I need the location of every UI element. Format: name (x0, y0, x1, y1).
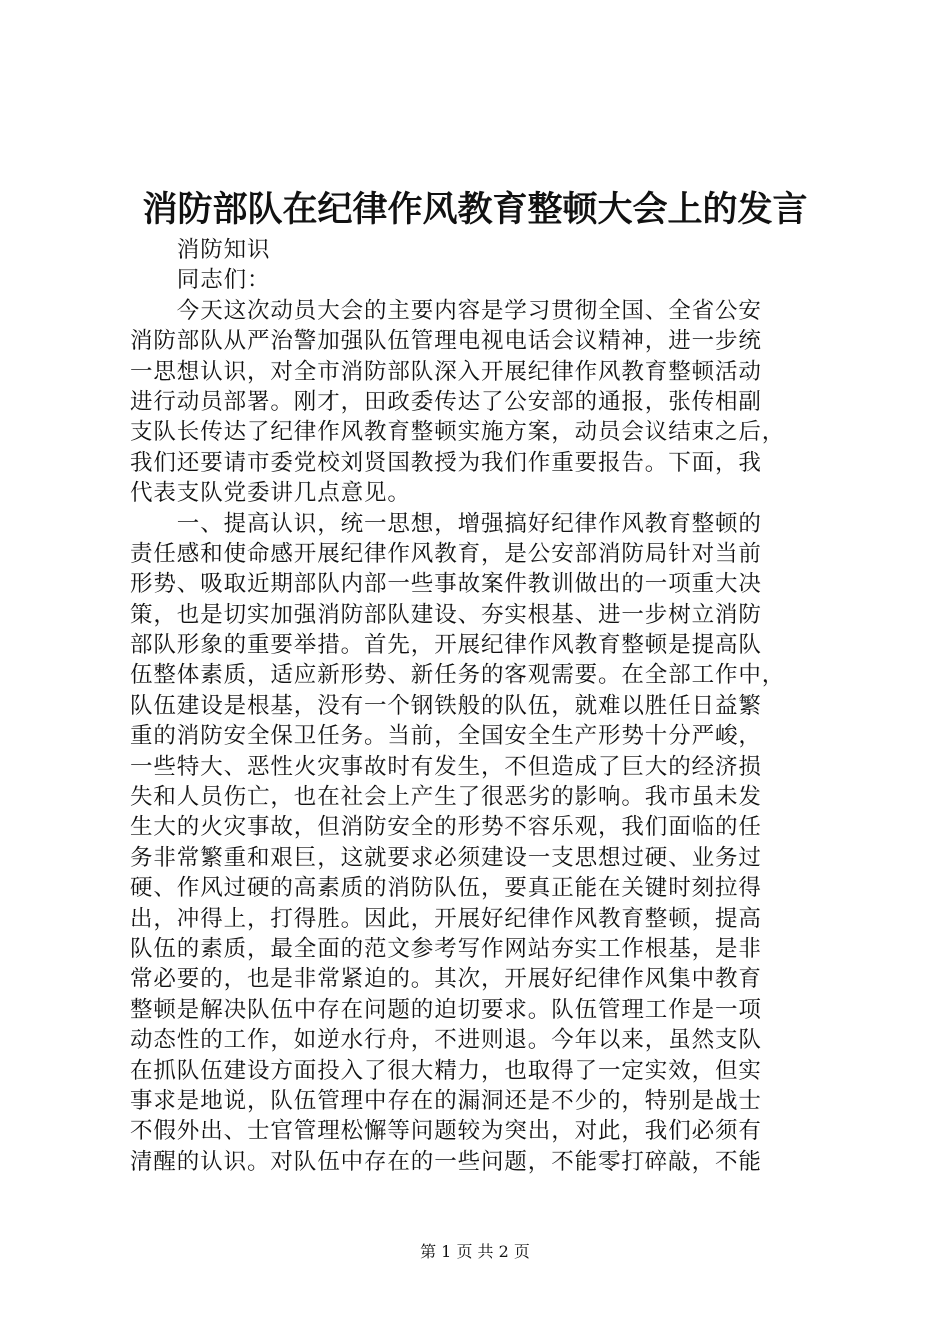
body-line: 消防知识 (130, 237, 271, 263)
body-line: 不假外出、士官管理松懈等问题较为突出，对此，我们必须有 (130, 1118, 762, 1145)
body-line: 队伍的素质，最全面的范文参考写作网站夯实工作根基，是非 (130, 935, 762, 962)
body-line: 事求是地说，队伍管理中存在的漏洞还是不少的，特别是战士 (130, 1087, 762, 1114)
page-footer: 第 1 页 共 2 页 (420, 1242, 530, 1261)
body-line: 清醒的认识。对队伍中存在的一些问题，不能零打碎敲，不能 (130, 1148, 762, 1175)
body-line: 动态性的工作，如逆水行舟，不进则退。今年以来，虽然支队 (130, 1027, 762, 1054)
body-line: 伍整体素质，适应新形势、新任务的客观需要。在全部工作中， (130, 662, 786, 689)
body-line: 生大的火灾事故，但消防安全的形势不容乐观，我们面临的任 (130, 814, 762, 841)
document-title: 消防部队在纪律作风教育整顿大会上的发言 (142, 189, 808, 230)
body-line: 一、提高认识，统一思想，增强搞好纪律作风教育整顿的 (130, 510, 762, 537)
body-line: 重的消防安全保卫任务。当前，全国安全生产形势十分严峻， (130, 723, 762, 750)
body-line: 硬、作风过硬的高素质的消防队伍，要真正能在关键时刻拉得 (130, 875, 762, 902)
body-line: 今天这次动员大会的主要内容是学习贯彻全国、全省公安 (130, 297, 762, 324)
body-line: 一思想认识，对全市消防部队深入开展纪律作风教育整顿活动 (130, 358, 762, 385)
body-line: 责任感和使命感开展纪律作风教育，是公安部消防局针对当前 (130, 540, 762, 567)
body-line: 出，冲得上，打得胜。因此，开展好纪律作风教育整顿，提高 (130, 905, 762, 932)
body-line: 消防部队从严治警加强队伍管理电视电话会议精神，进一步统 (130, 328, 762, 355)
body-line: 一些特大、恶性火灾事故时有发生，不但造成了巨大的经济损 (130, 753, 762, 780)
body-line: 进行动员部署。刚才，田政委传达了公安部的通报，张传相副 (130, 388, 762, 415)
body-line: 队伍建设是根基，没有一个钢铁般的队伍，就难以胜任日益繁 (130, 692, 762, 719)
body-line: 务非常繁重和艰巨，这就要求必须建设一支思想过硬、业务过 (130, 844, 762, 871)
body-line: 策，也是切实加强消防部队建设、夯实根基、进一步树立消防 (130, 601, 762, 628)
body-line: 代表支队党委讲几点意见。 (130, 480, 411, 507)
body-line: 我们还要请市委党校刘贤国教授为我们作重要报告。下面，我 (130, 449, 762, 476)
body-line: 常必要的，也是非常紧迫的。其次，开展好纪律作风集中教育 (130, 966, 762, 993)
document-body (130, 235, 830, 1177)
body-line: 失和人员伤亡，也在社会上产生了很恶劣的影响。我市虽未发 (130, 784, 762, 811)
body-line: 支队长传达了纪律作风教育整顿实施方案，动员会议结束之后， (130, 419, 786, 446)
body-line: 同志们： (130, 267, 271, 294)
body-line: 形势、吸取近期部队内部一些事故案件教训做出的一项重大决 (130, 571, 762, 598)
body-line: 整顿是解决队伍中存在问题的迫切要求。队伍管理工作是一项 (130, 996, 762, 1023)
body-line: 在抓队伍建设方面投入了很大精力，也取得了一定实效，但实 (130, 1057, 762, 1084)
body-line: 部队形象的重要举措。首先，开展纪律作风教育整顿是提高队 (130, 632, 762, 659)
